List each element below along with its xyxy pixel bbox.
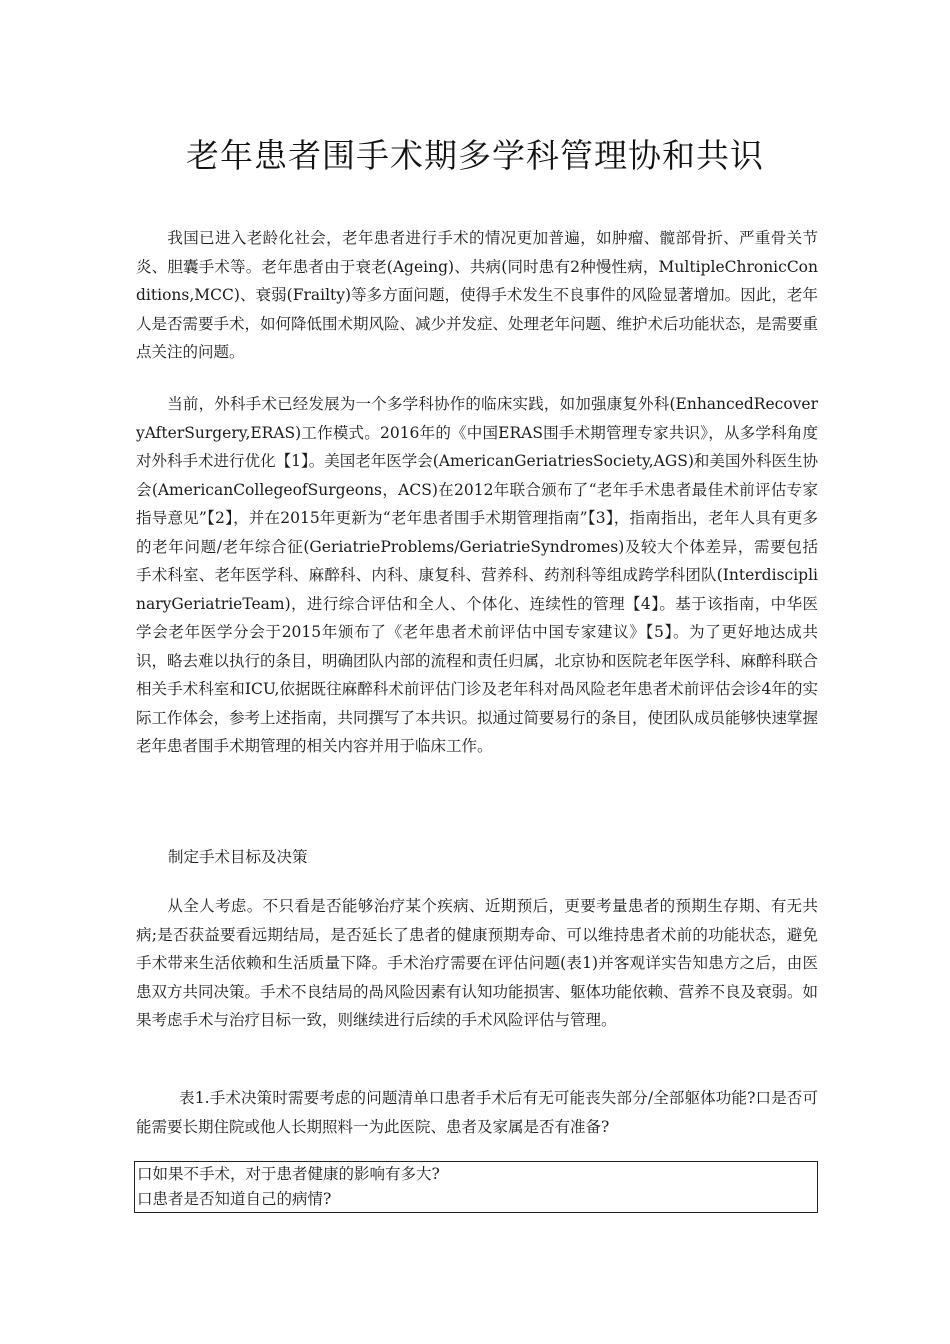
table-caption-text: 表1.手术决策时需要考虑的问题清单口患者手术后有无可能丧失部分/全部躯体功能?口是否可能需要长期住院或他人长期照料一为此医院、患者及家属是否有准备? xyxy=(136,1089,818,1136)
decision-paragraph-text: 从全人考虑。不只看是否能够治疗某个疾病、近期预后，更要考量患者的预期生存期、有无共病;是否获益要看远期结局，是否延长了患者的健康预期寿命、可以维持患者术前的功能状态，避免手术带来生活依赖和生活质量下降。手术治疗需要在评估问题(表1)并客观详实告知患方之后，由医患双方共同决策。手术不良结局的咼风险因素有认知功能损害、躯体功能依赖、营养不良及衰弱。如果考虑手术与治疗目标一致，则继续进行后续的手术风险评估与管理。 xyxy=(136,897,819,1029)
intro-paragraph xyxy=(136,224,818,367)
decision-paragraph xyxy=(136,892,818,1035)
background-paragraph-text: 当前，外科手术已经发展为一个多学科协作的临床实践，如加强康复外科(EnhancedRecoveryAfterSurgery,ERAS)工作模式。2016年的《中国ERAS围手术期管理专家共识》，从多学科角度对外科手术进行优化【1】。美国老年医学会(AmericanGeriatriesSociety,AGS)和美国外科医生协会(AmericanCollegeofSurgeons，ACS)在2012年联合颁布了“老年手术患者最佳术前评估专家指导意见”【2】，并在2015年更新为“老年患者围手术期管理指南”【3】，指南指出，老年人具有更多的老年问题/老年综合征(GeriatrieProblems/GeriatrieSyndromes)及较大个体差异，需要包括手术科室、老年医学科、麻醉科、内科、康复科、营养科、药剂科等组成跨学科团队(InterdisciplinaryGeriatrieTeam)，进行综合评估和全人、个体化、连续性的管理【4】。基于该指南，中华医学会老年医学分会于2015年颁布了《老年患者术前评估中国专家建议》【5】。为了更好地达成共识，略去难以执行的条目，明确团队内部的流程和责任归属，北京协和医院老年医学科、麻醉科联合相关手术科室和ICU,依据既往麻醉科术前评估门诊及老年科对咼风险老年患者术前评估会诊4年的实际工作体会，参考上述指南，共同撰写了本共识。拟通过简要易行的条目，使团队成员能够快速掌握老年患者围手术期管理的相关内容并用于临床工作。 xyxy=(136,395,819,755)
table-row xyxy=(135,1162,818,1188)
table-row xyxy=(135,1187,818,1213)
table-caption xyxy=(136,1084,818,1141)
table-cell: 口如果不手术，对于患者健康的影响有多大? xyxy=(135,1162,818,1188)
background-paragraph xyxy=(136,390,818,761)
section-heading: 制定手术目标及决策 xyxy=(168,848,308,866)
document-title: 老年患者围手术期多学科管理协和共识 xyxy=(186,136,764,175)
checklist-table xyxy=(134,1161,818,1213)
table-cell: 口患者是否知道自己的病情? xyxy=(135,1187,818,1213)
intro-paragraph-text: 我国已进入老龄化社会，老年患者进行手术的情况更加普遍，如肿瘤、髋部骨折、严重骨关节炎、胆囊手术等。老年患者由于衰老(Ageing)、共病(同时患有2种慢性病，MultipleChronicConditions,MCC)、衰弱(Frailty)等多方面问题，使得手术发生不良事件的风险显著增加。因此，老年人是否需要手术，如何降低围术期风险、减少并发症、处理老年问题、维护术后功能状态，是需要重点关注的问题。 xyxy=(136,229,819,361)
